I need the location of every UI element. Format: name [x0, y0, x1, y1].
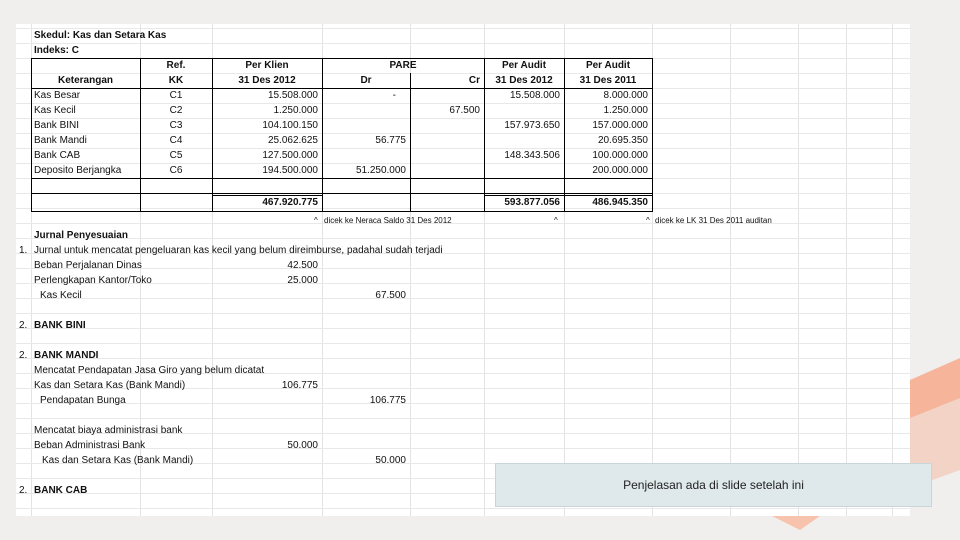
header-pare: PARE	[389, 60, 417, 71]
row-cr	[410, 148, 480, 163]
row-dr: 56.775	[375, 135, 406, 146]
spreadsheet	[16, 24, 910, 516]
tick-mark: ^	[646, 216, 650, 225]
row-dr: -	[392, 90, 396, 101]
schedule-title: Skedul: Kas dan Setara Kas	[34, 30, 167, 41]
row-audit-2012	[484, 163, 560, 178]
row-cr	[410, 118, 480, 133]
row-klien: 25.062.625	[267, 135, 318, 146]
entry-credit: 106.775	[369, 395, 406, 406]
header-audit-2012-date: 31 Des 2012	[495, 75, 553, 86]
row-dr	[322, 118, 406, 133]
row-audit-2011: 20.695.350	[597, 135, 648, 146]
entry-description: Mencatat biaya administrasi bank	[34, 425, 183, 436]
entry-description: Jurnal untuk mencatat pengeluaran kas kecil yang belum direimburse, padahal sudah terjadi	[34, 245, 443, 256]
header-cr: Cr	[468, 75, 480, 86]
row-klien: 1.250.000	[273, 105, 318, 116]
row-klien: 15.508.000	[267, 90, 318, 101]
row-ref: C1	[169, 90, 183, 101]
entry-number: 2.	[19, 350, 28, 361]
entry-debit: 42.500	[287, 260, 318, 271]
schedule-index: Indeks: C	[34, 45, 80, 56]
row-audit-2012	[484, 103, 560, 118]
row-keterangan: Bank BINI	[34, 120, 80, 131]
header-audit-2012: Per Audit	[501, 60, 547, 71]
row-cr	[410, 133, 480, 148]
row-audit-2011: 8.000.000	[603, 90, 648, 101]
entry-account: Pendapatan Bunga	[40, 395, 126, 406]
row-ref: C2	[169, 105, 183, 116]
entry-account: Kas dan Setara Kas (Bank Mandi)	[42, 455, 194, 466]
total-audit-2011: 486.945.350	[592, 197, 648, 208]
row-klien: 127.500.000	[262, 150, 318, 161]
row-keterangan: Deposito Berjangka	[34, 165, 122, 176]
note-lk-auditan: dicek ke LK 31 Des 2011 auditan	[655, 216, 772, 225]
row-keterangan: Bank CAB	[34, 150, 81, 161]
row-audit-2011: 200.000.000	[592, 165, 648, 176]
header-audit-2011-date: 31 Des 2011	[579, 75, 637, 86]
row-cr: 67.500	[449, 105, 480, 116]
total-audit-2012: 593.877.056	[504, 197, 560, 208]
row-keterangan: Bank Mandi	[34, 135, 87, 146]
header-dr: Dr	[360, 75, 372, 86]
section-heading: BANK MANDI	[34, 350, 99, 361]
header-ref: Ref.	[166, 60, 186, 71]
entry-account: Beban Perjalanan Dinas	[34, 260, 142, 271]
entry-number: 2.	[19, 485, 28, 496]
entry-debit: 106.775	[281, 380, 318, 391]
row-ref: C4	[169, 135, 183, 146]
row-keterangan: Kas Besar	[34, 90, 81, 101]
row-dr: 51.250.000	[355, 165, 406, 176]
entry-number: 2.	[19, 320, 28, 331]
entry-number: 1.	[19, 245, 28, 256]
header-klien-date: 31 Des 2012	[238, 75, 296, 86]
row-klien: 194.500.000	[262, 165, 318, 176]
header-per-klien: Per Klien	[245, 60, 289, 71]
total-klien: 467.920.775	[262, 197, 318, 208]
explanation-callout	[495, 463, 932, 507]
tick-mark: ^	[554, 216, 558, 225]
section-heading: BANK BINI	[34, 320, 86, 331]
entry-credit: 50.000	[375, 455, 406, 466]
entry-debit: 50.000	[287, 440, 318, 451]
header-kk: KK	[168, 75, 184, 86]
row-cr	[410, 88, 480, 103]
row-audit-2012: 148.343.506	[504, 150, 560, 161]
row-ref: C5	[169, 150, 183, 161]
tick-mark: ^	[314, 216, 318, 225]
row-ref: C3	[169, 120, 183, 131]
entry-account: Perlengkapan Kantor/Toko	[34, 275, 152, 286]
section-heading: BANK CAB	[34, 485, 88, 496]
row-dr	[322, 148, 406, 163]
entry-account: Kas Kecil	[40, 290, 82, 301]
row-audit-2012	[484, 133, 560, 148]
journal-heading: Jurnal Penyesuaian	[34, 230, 128, 241]
row-keterangan: Kas Kecil	[34, 105, 76, 116]
entry-credit: 67.500	[375, 290, 406, 301]
entry-debit: 25.000	[287, 275, 318, 286]
header-audit-2011: Per Audit	[585, 60, 631, 71]
row-audit-2012: 157.973.650	[504, 120, 560, 131]
entry-description: Mencatat Pendapatan Jasa Giro yang belum dicatat	[34, 365, 265, 376]
callout-text: Penjelasan ada di slide setelah ini	[623, 478, 804, 492]
entry-account: Beban Administrasi Bank	[34, 440, 146, 451]
entry-account: Kas dan Setara Kas (Bank Mandi)	[34, 380, 186, 391]
row-cr	[410, 163, 480, 178]
note-neraca-saldo: dicek ke Neraca Saldo 31 Des 2012	[324, 216, 452, 225]
row-ref: C6	[169, 165, 183, 176]
row-audit-2011: 1.250.000	[603, 105, 648, 116]
row-audit-2012: 15.508.000	[509, 90, 560, 101]
row-audit-2011: 100.000.000	[592, 150, 648, 161]
row-dr	[322, 103, 406, 118]
row-klien: 104.100.150	[262, 120, 318, 131]
header-keterangan: Keterangan	[57, 75, 113, 86]
row-audit-2011: 157.000.000	[592, 120, 648, 131]
